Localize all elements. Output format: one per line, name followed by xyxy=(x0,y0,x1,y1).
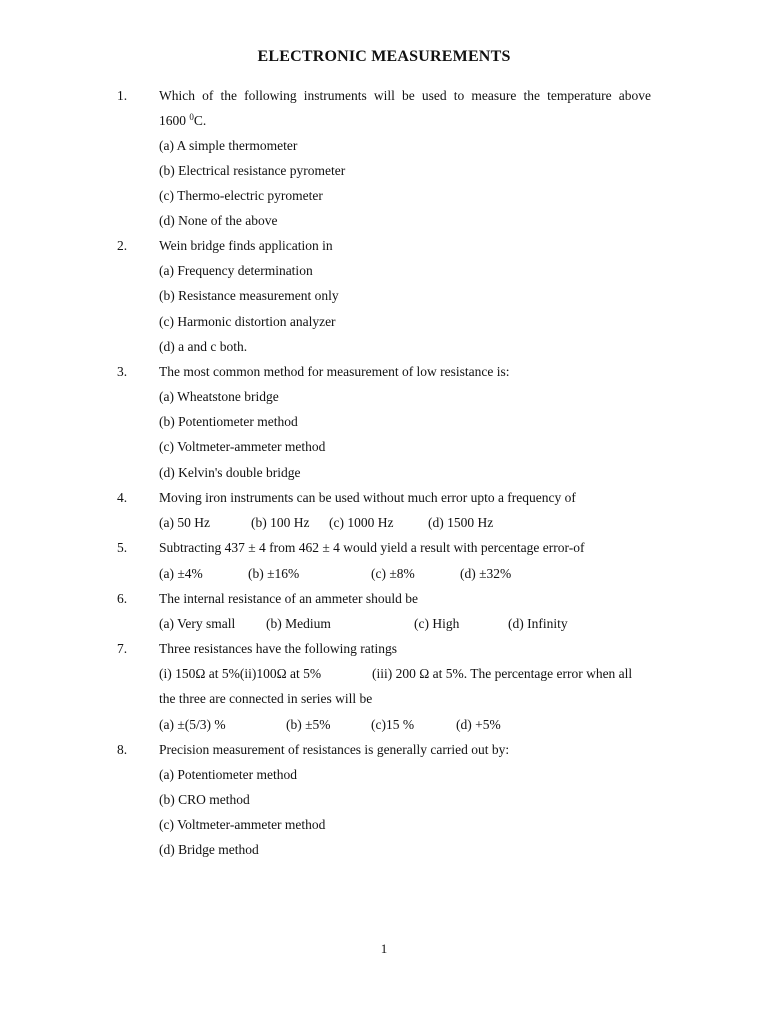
option-b: (b) Potentiometer method xyxy=(159,414,298,429)
document-title: ELECTRONIC MEASUREMENTS xyxy=(257,48,511,65)
question-number: 3. xyxy=(117,364,128,379)
question-text: Which of the following instruments will be used to measure the temperature above xyxy=(159,88,651,103)
option-d: (d) Infinity xyxy=(508,616,568,631)
option-a: (a) ±4% xyxy=(159,566,203,581)
option-b: (b) Medium xyxy=(266,616,331,631)
resistance-ratings-part-2: (iii) 200 Ω at 5%. The percentage error when all xyxy=(372,666,633,681)
option-d: (d) 1500 Hz xyxy=(428,515,494,530)
option-c: (c) Voltmeter-ammeter method xyxy=(159,817,326,832)
question-text: Precision measurement of resistances is generally carried out by: xyxy=(159,742,510,757)
option-c: (c) 1000 Hz xyxy=(329,515,394,530)
option-d: (d) a and c both. xyxy=(159,339,248,354)
degree-superscript: 0 xyxy=(189,112,194,122)
option-d: (d) Bridge method xyxy=(159,842,259,857)
option-d: (d) Kelvin's double bridge xyxy=(159,465,301,480)
option-b: (b) Electrical resistance pyrometer xyxy=(159,163,346,178)
question-number: 2. xyxy=(117,238,128,253)
question-number: 6. xyxy=(117,591,128,606)
option-d: (d) +5% xyxy=(456,717,501,732)
option-c: (c) Thermo-electric pyrometer xyxy=(159,188,323,203)
page-number: 1 xyxy=(380,941,388,956)
option-b: (b) ±5% xyxy=(286,717,331,732)
question-number: 7. xyxy=(117,641,128,656)
option-c: (c) High xyxy=(414,616,460,631)
option-d: (d) None of the above xyxy=(159,213,278,228)
option-d: (d) ±32% xyxy=(460,566,512,581)
option-c: (c)15 % xyxy=(371,717,415,732)
option-c: (c) ±8% xyxy=(371,566,415,581)
option-b: (b) CRO method xyxy=(159,792,250,807)
question-number: 4. xyxy=(117,490,128,505)
question-text: Three resistances have the following ratings xyxy=(159,641,398,656)
question-text: The most common method for measurement of low resistance is: xyxy=(159,364,510,379)
option-a: (a) A simple thermometer xyxy=(159,138,298,153)
question-text-continued: 1600 $^0$C. xyxy=(159,112,207,128)
question-text: Moving iron instruments can be used without much error upto a frequency of xyxy=(159,490,576,505)
option-a: (a) Frequency determination xyxy=(159,263,313,278)
option-b: (b) ±16% xyxy=(248,566,300,581)
question-text: Wein bridge finds application in xyxy=(159,238,333,253)
option-a: (a) Very small xyxy=(159,616,236,631)
question-number: 8. xyxy=(117,742,128,757)
question-text: Subtracting 437 ± 4 from 462 ± 4 would yield a result with percentage error-of xyxy=(159,540,585,555)
question-detail-continued: the three are connected in series will be xyxy=(159,691,373,706)
resistance-ratings-part-1: (i) 150Ω at 5%(ii)100Ω at 5% xyxy=(159,666,322,681)
option-a: (a) 50 Hz xyxy=(159,515,210,530)
option-a: (a) Potentiometer method xyxy=(159,767,297,782)
option-c: (c) Harmonic distortion analyzer xyxy=(159,314,336,329)
question-number: 5. xyxy=(117,540,128,555)
option-b: (b) 100 Hz xyxy=(251,515,310,530)
option-a: (a) Wheatstone bridge xyxy=(159,389,279,404)
question-number: 1. xyxy=(117,88,128,103)
question-text: The internal resistance of an ammeter should be xyxy=(159,591,419,606)
option-c: (c) Voltmeter-ammeter method xyxy=(159,439,326,454)
option-a: (a) ±(5/3) % xyxy=(159,717,226,732)
option-b: (b) Resistance measurement only xyxy=(159,288,339,303)
